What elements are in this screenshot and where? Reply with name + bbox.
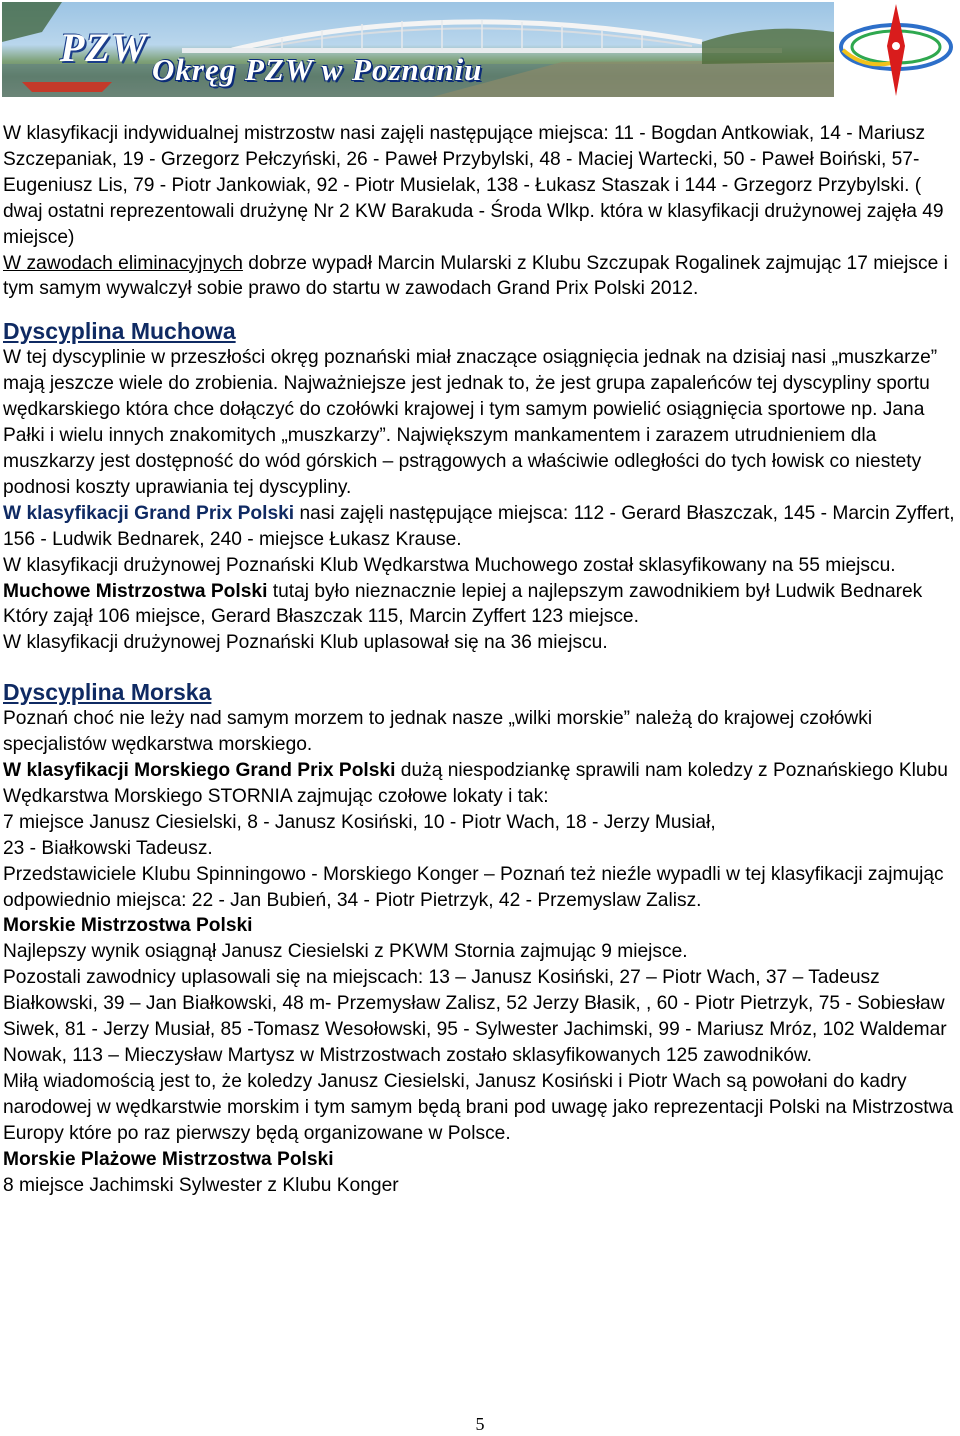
paragraph-individual-results: W klasyfikacji indywidualnej mistrzostw nasi zajęli następujące miejsca: 11 - Bogdan Antkowiak, 14 - Mariusz Szczepaniak, 19 - Grzegorz Pełczyński, 26 - Paweł Przybylski, 48 - Maciej Wartecki, 50 - Paweł Boiński, 57- Eugeniusz Lis, 79 - Piotr Jankowiak, 92 - Piotr Musielak, 138 - Łukasz Staszak i 144 - Grzegorz Przybylski. ( dwaj ostatni reprezentowali drużynę Nr 2 KW Barakuda - Środa Wlkp. która w klasyfikacji drużynowej zajęła 49 miejsce) [3, 123, 944, 248]
subheading-morskie-mistrzostwa: Morskie Mistrzostwa Polski [3, 915, 253, 937]
paragraph-muchowa-intro: W tej dyscyplinie w przeszłości okręg poznański miał znaczące osiągnięcia jednak na dzisiaj nasi „muszkarze” mają jeszcze wiele do zrobienia. Najważniejsze jest jednak to, że jest grupa zapaleńców tej dyscypliny sportu wędkarskiego która chce dołączyć do czołówki krajowej i tym samym powielić osiągnięcia sportowe np. Jana Pałki i wielu innych znakomitych „muszkarzy”. Największym mankamentem i zarazem utrudnieniem dla muszkarzy jest dostępność do wód górskich – pstrągowych a właściwie odległości do tych łowisk co niestety podnosi koszty uprawiania tej dyscypliny. [3, 347, 938, 498]
subheading-plazowe-mistrzostwa: Morskie Plażowe Mistrzostwa Polski [3, 1148, 334, 1170]
header-title: Okręg PZW w Poznaniu [152, 52, 483, 87]
pzw-emblem-icon [835, 0, 957, 100]
pzw-logo-text: PZW [60, 25, 148, 70]
paragraph-konger: Przedstawiciele Klubu Spinningowo - Morskiego Konger – Poznań też nieźle wypadli w tej klasyfikacji zajmując odpowiednio miejsca: 22 - Jan Bubień, 34 - Piotr Pietrzyk, 42 - Przemyslaw Zalisz. [3, 863, 944, 911]
heading-dyscyplina-morska: Dyscyplina Morska [3, 679, 212, 706]
link-like-underlined-text: W zawodach eliminacyjnych [3, 252, 243, 274]
page-number: 5 [475, 1414, 485, 1434]
paragraph-morska-intro: Poznań choć nie leży nad samym morzem to jednak nasze „wilki morskie” należą do krajowej czołówki specjalistów wędkarstwa morskiego. [3, 708, 873, 756]
paragraph-national-team: Miłą wiadomością jest to, że koledzy Janusz Ciesielski, Janusz Kosiński i Piotr Wach są powołani do kadry narodowej w wędkarstwie morskim i tym samym będą brani pod uwagę jako reprezentacji Polski na Mistrzostwa Europy które po raz pierwszy będą organizowane w Polsce. [3, 1070, 954, 1144]
paragraph-best-result: Najlepszy wynik osiągnął Janusz Ciesielski z PKWM Stornia zajmując 9 miejsce. [3, 941, 688, 963]
header-banner [2, 2, 834, 97]
paragraph-eliminations: W zawodach eliminacyjnych dobrze wypadł Marcin Mularski z Klubu Szczupak Rogalinek zajmując 17 miejsce i tym samym wywalczył sobie prawo do startu w zawodach Grand Prix Polski 2012. [3, 252, 948, 300]
paragraph-team-36: W klasyfikacji drużynowej Poznański Klub uplasował się na 36 miejscu. [3, 632, 608, 654]
paragraph-stornia-results: 7 miejsce Janusz Ciesielski, 8 - Janusz Kosiński, 10 - Piotr Wach, 18 - Jerzy Musiał, [3, 811, 716, 833]
paragraph-muchowe-mistrzostwa: Muchowe Mistrzostwa Polski tutaj było nieznacznie lepiej a najlepszym zawodnikiem był Ludwik Bednarek Który zajął 106 miejsce, Gerard Błaszczak 115, Marcin Zyffert 123 miejsce. [3, 580, 923, 628]
paragraph-grand-prix: W klasyfikacji Grand Prix Polski nasi zajęli następujące miejsca: 112 - Gerard Błaszczak, 145 - Marcin Zyffert, 156 - Ludwik Bednarek, 240 - miejsce Łukasz Krause. [3, 502, 955, 550]
paragraph-other-competitors: Pozostali zawodnicy uplasowali się na miejscach: 13 – Janusz Kosiński, 27 – Piotr Wach, 37 – Tadeusz Białkowski, 39 – Jan Białkowski, 48 m- Przemysław Zalisz, 52 Jerzy Błasik, , 60 - Piotr Pietrzyk, 75 - Sobiesław Siwek, 81 - Jerzy Musiał, 85 -Tomasz Wesołowski, 95 - Sylwester Jachimski, 99 - Mariusz Mróz, 102 Waldemar Nowak, 113 – Mieczysław Martysz w Mistrzostwach zostało sklasyfikowanych 125 zawodników. [3, 967, 947, 1066]
paragraph-bialkowski: 23 - Białkowski Tadeusz. [3, 837, 213, 859]
paragraph-morskie-grand-prix: W klasyfikacji Morskiego Grand Prix Polski dużą niespodziankę sprawili nam koledzy z Poznańskiego Klubu Wędkarstwa Morskiego STORNIA zajmując czołowe lokaty i tak: [3, 760, 948, 807]
paragraph-team-muchowa: W klasyfikacji drużynowej Poznański Klub Wędkarstwa Muchowego został sklasyfikowany na 55 miejscu. [3, 554, 896, 576]
heading-dyscyplina-muchowa: Dyscyplina Muchowa [3, 318, 236, 345]
paragraph-beach-result: 8 miejsce Jachimski Sylwester z Klubu Konger [3, 1174, 399, 1196]
article-body [3, 121, 957, 1198]
